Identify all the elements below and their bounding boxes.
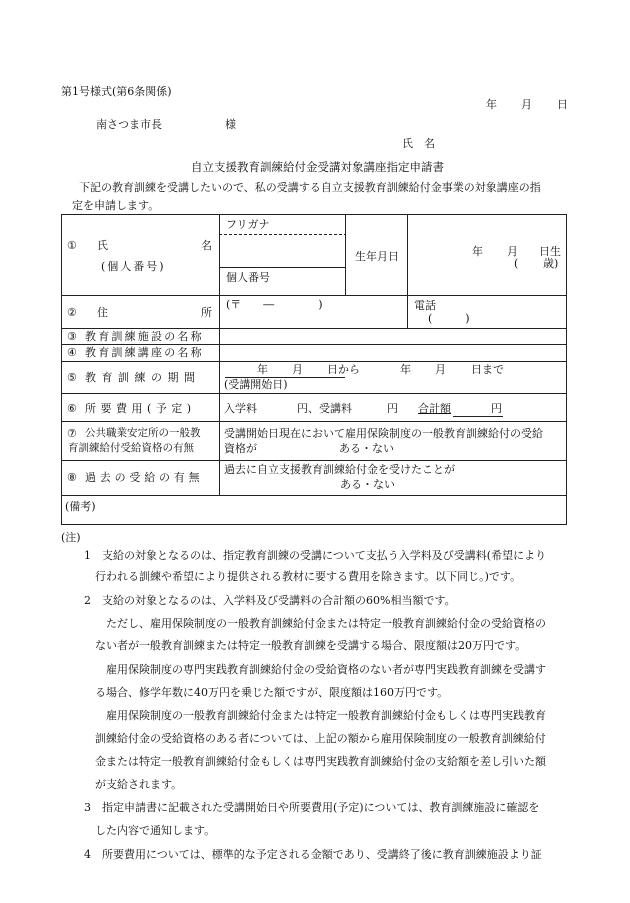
dob-label: 生年月日 [355,250,399,263]
form-number: 第1号様式(第6条関係) [61,85,172,98]
note-line: る場合、修学年数に40万円を乗じた額ですが、限度額は160万円です。 [95,686,449,699]
row4-label: 教育訓練講座の名称 [85,346,204,359]
remarks-label: (備考) [65,500,96,513]
period-from-day: 日から [327,363,360,376]
row7-text-1: 受講開始日現在において雇用保険制度の一般教育訓練給付の受給 [224,427,543,440]
note-line: 雇用保険制度の専門実践教育訓練給付金の受給資格のない者が専門実践教育訓練を受講す [106,663,546,676]
note-line: 3 指定申請書に記載された受講開始日や所要費用(予定)については、教育訓練施設に確認を [84,801,540,814]
note-line: 4 所要費用については、標準的な予定される金額であり、受講終了後に教育訓練施設より証 [84,848,542,861]
tuition-yen: 円 [387,402,398,415]
note-line: 2 支給の対象となるのは、入学料及び受講料の合計額の60%相当額です。 [84,594,456,607]
notes-heading: (注) [61,531,81,544]
mynumber-label: 個人番号 [226,271,270,284]
phone-label: 電話 [414,299,436,312]
date-day: 日 [557,98,568,111]
note-line: 訓練給付金の受給資格のある者については、上記の額から雇用保険制度の一般教育訓練給付 [95,732,546,745]
row3-num: ③ [67,330,77,343]
document-title: 自立支援教育訓練給付金受講対象講座指定申請書 [191,160,444,174]
note-line: 行われる訓練や希望により提供される教材に要する費用を除きます。以下同じ。)です。 [95,570,522,583]
application-table [61,214,567,525]
row1-sub-label: (個人番号) [101,260,166,273]
age-suffix: 歳) [543,257,559,270]
dob-day-born: 日生 [539,245,561,258]
note-line: した内容で通知します。 [95,824,216,837]
row2-num: ② [67,306,77,319]
note-line: 1 支給の対象となるのは、指定教育訓練の受講について支払う入学料及び受講料(希望により [84,549,547,562]
row1-label-b: 名 [201,239,212,252]
phone-value[interactable]: ( ) [428,312,470,325]
note-line: ただし、雇用保険制度の一般教育訓練給付金または特定一般教育訓練給付金の受給資格の [106,617,546,630]
age-open: ( [514,257,519,270]
addressee: 南さつま市長 [96,118,162,131]
row6-label: 所要費用(予定) [85,402,196,415]
total-label: 合計額 [418,402,451,415]
dob-year: 年 [472,245,483,258]
period-to-day: 日まで [471,363,504,376]
name-field[interactable] [220,235,345,267]
applicant-name-label: 氏 名 [402,137,435,150]
note-line: 金または特定一般教育訓練給付金もしくは専門実践教育訓練給付金の支給額を差し引いた額 [95,755,546,768]
row6-num: ⑥ [67,402,77,415]
period-to-year: 年 [400,363,411,376]
row1-label-a: 氏 [97,239,108,252]
row8-label: 過去の受給の有無 [85,471,204,484]
row8-choice[interactable]: ある・ない [340,478,395,491]
entrance-fee-label: 入学料 [224,402,257,415]
note-line: ない者が一般教育訓練または特定一般教育訓練を受講する場合、限度額は20万円です。 [95,639,527,652]
row8-text-1: 過去に自立支援教育訓練給付金を受けたことが [224,463,455,476]
row3-label: 教育訓練施設の名称 [85,330,204,343]
intro-line-2: 定を申請します。 [72,199,160,212]
row2-label-a: 住 [97,306,108,319]
note-line: 雇用保険制度の一般教育訓練給付金または特定一般教育訓練給付金もしくは専門実践教育 [106,709,546,722]
row7-num: ⑦ [67,427,77,440]
dob-month: 月 [507,245,518,258]
row2-label-b: 所 [201,306,212,319]
row5-num: ⑤ [67,371,77,384]
tuition-label: 円、受講料 [297,402,352,415]
row7-label-2: 育訓練給付受給資格の有無 [68,442,194,454]
furigana-label: フリガナ [226,218,270,231]
row7-label-1: 公共職業安定所の一般教 [85,427,201,439]
row7-text-2: 資格が [224,442,257,455]
start-date-note: (受講開始日) [224,378,288,391]
row4-num: ④ [67,346,77,359]
postal-code[interactable]: (〒 ― ) [226,298,323,311]
honorific: 様 [225,118,236,131]
intro-line-1: 下記の教育訓練を受講したいので、私の受講する自立支援教育訓練給付金事業の対象講座の指 [79,181,541,194]
row5-label: 教育訓練の期間 [85,371,201,384]
row1-num: ① [67,239,77,252]
period-from-year: 年 [257,363,268,376]
date-year: 年 [486,98,497,111]
total-yen: 円 [491,402,502,415]
row7-choice[interactable]: ある・ない [339,442,394,455]
note-line: が支給されます。 [95,778,183,791]
period-from-month: 月 [292,363,303,376]
row8-num: ⑧ [67,471,77,484]
period-to-month: 月 [435,363,446,376]
date-month: 月 [521,98,532,111]
